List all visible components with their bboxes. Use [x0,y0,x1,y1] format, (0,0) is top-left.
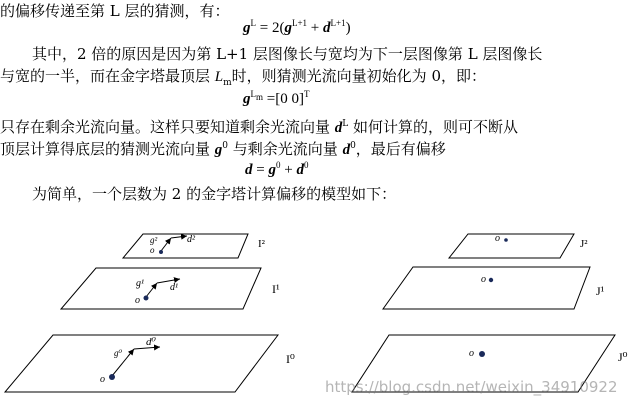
label-g2: g² [150,235,158,245]
label-o-J0: o [469,348,474,359]
point-I0 [109,374,115,380]
plane-J2 [449,234,574,258]
label-o-I1: o [135,295,140,306]
label-J0: J⁰ [618,350,628,364]
label-o-I0: o [100,374,105,385]
label-o-I2: o [150,245,155,255]
text-line-1: 的偏移传递至第 L 层的猜测，有： [0,2,230,20]
label-I2: I² [258,238,265,250]
paragraph-2-line-1: 其中，2 倍的原因是因为第 L+1 层图像长与宽均为下一层图像第 L 层图像长 [32,45,543,63]
label-I0: I⁰ [286,352,295,366]
equation-3: $d = g^0 + d^0$ [245,160,309,178]
point-J1 [489,278,493,282]
label-J2: J² [580,238,588,250]
plane-I0 [5,335,278,392]
label-d1: d¹ [170,282,178,293]
equation-2: $g^{L_m} =[0$ 0]$^T$ [243,89,310,107]
label-d0: d⁰ [146,336,156,348]
label-o-J2: o [495,233,500,244]
paragraph-3-line-1: 只存在剩余光流向量。这样只要知道剩余光流向量 $d^L$ 如何计算的，则可不断从 [0,118,519,136]
label-I1: I¹ [272,282,280,296]
label-g1: g¹ [136,278,144,289]
plane-I1 [61,268,261,309]
label-o-J1: o [481,274,486,285]
equation-1: $g^L = 2(g^{L+1} + d^{L+1})$ [243,18,351,36]
watermark: https://blog.csdn.net/weixin_34910922 [325,378,618,396]
point-J2 [504,238,508,242]
label-d2: d² [187,234,195,245]
label-g0: g⁰ [114,348,123,358]
plane-I2 [123,234,248,258]
paragraph-2-line-2: 与宽的一半，而在金字塔最顶层 $L_m$时，则猜测光流向量初始化为 0，即： [0,67,486,88]
g2-vector [161,238,171,251]
point-J0 [479,351,485,357]
g1-vector [146,283,157,297]
point-I1 [144,296,149,301]
paragraph-3-line-2: 顶层计算得底层的猜测光流向量 $g^0$ 与剩余光流向量 $d^0$，最后有偏移 [0,140,446,158]
plane-J1 [383,267,590,309]
d2-vector [171,236,187,238]
point-I2 [159,250,163,254]
paragraph-4: 为简单，一个层数为 2 的金字塔计算偏移的模型如下： [32,185,397,203]
label-J1: J¹ [596,284,605,298]
